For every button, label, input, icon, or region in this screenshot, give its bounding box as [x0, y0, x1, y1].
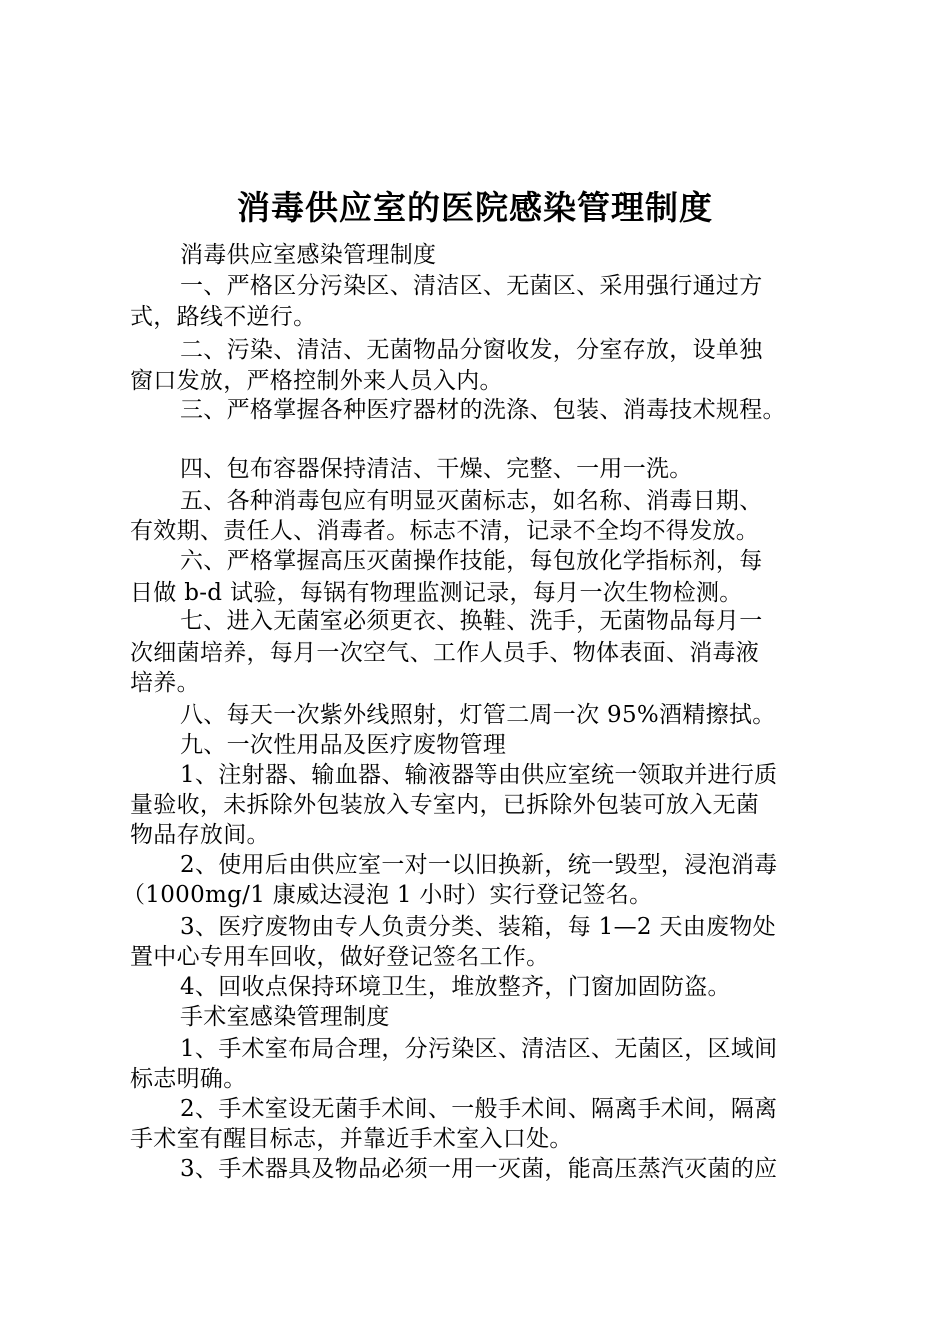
- paragraph-line: 九、一次性用品及医疗废物管理: [180, 732, 507, 758]
- paragraph-line: 手术室有醒目标志，并靠近手术室入口处。: [130, 1126, 573, 1152]
- paragraph-line: 式，路线不逆行。: [130, 304, 317, 330]
- paragraph-line: 七、进入无菌室必须更衣、换鞋、洗手，无菌物品每月一: [180, 608, 763, 634]
- paragraph-line: 培养。: [130, 670, 200, 696]
- paragraph-line: 标志明确。: [130, 1066, 247, 1092]
- paragraph-line: 3、医疗废物由专人负责分类、装箱，每 1—2 天由废物处: [180, 914, 776, 940]
- paragraph-line: 八、每天一次紫外线照射，灯管二周一次 95%酒精擦拭。: [180, 702, 776, 728]
- paragraph-line: 置中心专用车回收，做好登记签名工作。: [130, 944, 550, 970]
- paragraph-line: 2、使用后由供应室一对一以旧换新，统一毁型，浸泡消毒: [180, 852, 778, 878]
- paragraph-line: 窗口发放，严格控制外来人员入内。: [130, 368, 503, 394]
- paragraph-line: 日做 b-d 试验，每锅有物理监测记录，每月一次生物检测。: [130, 580, 743, 606]
- paragraph-line: 四、包布容器保持清洁、干燥、完整、一用一洗。: [180, 456, 693, 482]
- paragraph-line: 五、各种消毒包应有明显灭菌标志，如名称、消毒日期、: [180, 488, 763, 514]
- paragraph-line: 二、污染、清洁、无菌物品分窗收发，分室存放，设单独: [180, 337, 763, 363]
- paragraph-line: 三、严格掌握各种医疗器材的洗涤、包装、消毒技术规程。: [180, 397, 786, 423]
- paragraph-line: 1、注射器、输血器、输液器等由供应室统一领取并进行质: [180, 762, 778, 788]
- paragraph-line: 有效期、责任人、消毒者。标志不清，记录不全均不得发放。: [130, 518, 760, 544]
- paragraph-line: 1、手术室布局合理，分污染区、清洁区、无菌区，区域间: [180, 1036, 778, 1062]
- paragraph-line: 2、手术室设无菌手术间、一般手术间、隔离手术间，隔离: [180, 1096, 778, 1122]
- document-title: 消毒供应室的医院感染管理制度: [237, 188, 713, 227]
- paragraph-line: 消毒供应室感染管理制度: [180, 242, 437, 268]
- paragraph-line: 一、严格区分污染区、清洁区、无菌区、采用强行通过方: [180, 273, 763, 299]
- paragraph-line: 物品存放间。: [130, 822, 270, 848]
- paragraph-line: 手术室感染管理制度: [180, 1004, 390, 1030]
- paragraph-line: 4、回收点保持环境卫生，堆放整齐，门窗加固防盗。: [180, 974, 731, 1000]
- paragraph-line: （1000mg/1 康威达浸泡 1 小时）实行登记签名。: [122, 882, 653, 908]
- paragraph-line: 3、手术器具及物品必须一用一灭菌，能高压蒸汽灭菌的应: [180, 1156, 778, 1182]
- paragraph-line: 量验收，未拆除外包装放入专室内，已拆除外包装可放入无菌: [130, 792, 760, 818]
- paragraph-line: 六、严格掌握高压灭菌操作技能，每包放化学指标剂，每: [180, 548, 763, 574]
- paragraph-line: 次细菌培养，每月一次空气、工作人员手、物体表面、消毒液: [130, 640, 760, 666]
